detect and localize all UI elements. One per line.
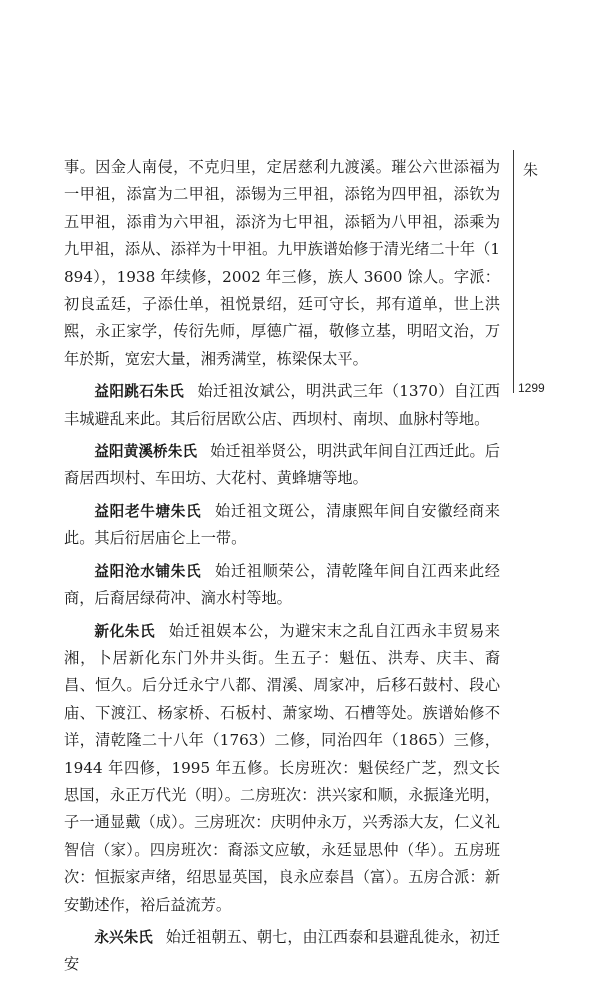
clan-entry	[64, 498, 500, 553]
clan-entry	[64, 558, 500, 613]
clan-description: 始迁祖顺荣公，清乾隆年间自江西来此经商，后裔居绿荷冲、滴水村等地。	[64, 561, 500, 608]
body-text	[64, 154, 500, 984]
clan-entry	[64, 618, 500, 919]
clan-name: 益阳老牛塘朱氏	[94, 502, 202, 520]
clan-entry	[64, 438, 500, 493]
clan-entry	[64, 378, 500, 433]
clan-name: 新化朱氏	[94, 622, 156, 640]
clan-name: 永兴朱氏	[94, 928, 153, 946]
clan-description: 始迁祖娱本公，为避宋末之乱自江西永丰贸易来湘，卜居新化东门外井头街。生五子：魁伍、洪寿、庆丰、裔昌、恒久。后分迁永宁八都、渭溪、周家冲，后移石鼓村、段心庙、下渡江、杨家桥、石板村、萧家坳、石槽等处。族谱始修不详，清乾隆二十八年（1763）二修，同治四年（1865）三修，1944 年四修，1995 年五修。长房班次：魁侯经广芝，烈文长思国，永正万代光（明）。二房班次：洪兴家和顺，永振逢光明，子一通显戴（成）。三房班次：庆明仲永万，兴秀添大友，仁义礼智信（家）。四房班次：裔添文应敏，永廷显思仲（华）。五房班次：恒振家声绪，绍思显英国，良永应泰昌（富）。五房合派：新安勤述作，裕后益流芳。	[64, 621, 500, 914]
margin-rule	[513, 150, 514, 393]
running-head-surname: 朱	[523, 161, 539, 179]
clan-description: 始迁祖举贤公，明洪武年间自江西迁此。后裔居西坝村、车田坊、大花村、黄蜂塘等地。	[64, 442, 500, 488]
continued-paragraph	[64, 154, 500, 373]
clan-name: 益阳黄溪桥朱氏	[94, 443, 198, 461]
clan-description: 始迁祖文斑公，清康熙年间自安徽经商来此。其后衍居庙仑上一带。	[64, 501, 500, 548]
clan-description: 始迁祖汝斌公，明洪武三年（1370）自江西丰城避乱来此。其后衍居欧公店、西坝村、南坝、血脉村等地。	[64, 382, 500, 428]
page-number: 1299	[518, 381, 545, 395]
clan-entry	[64, 924, 500, 979]
clan-name: 益阳跳石朱氏	[94, 383, 185, 401]
clan-description: 始迁祖朝五、朝七，由江西泰和县避乱徙永，初迁安	[64, 927, 500, 974]
clan-name: 益阳沧水铺朱氏	[94, 562, 202, 580]
paragraph-text: 事。因金人南侵，不克归里，定居慈利九渡溪。璀公六世添福为一甲祖，添富为二甲祖，添锡为三甲祖，添铭为四甲祖，添钦为五甲祖，添甫为六甲祖，添济为七甲祖，添韬为八甲祖，添乘为九甲祖，添从、添祥为十甲祖。九甲族谱始修于清光绪二十年（1894），1938 年续修，2002 年三修，族人 3600 馀人。字派：初良孟廷，子添仕单，祖悦景绍，廷可守长，邦有道单，世上洪熙，永正家学，传衍先师，厚德广福，敬修立基，明昭文治，万年於斯，宽宏大量，湘秀满堂，栋梁保太平。	[64, 158, 500, 368]
